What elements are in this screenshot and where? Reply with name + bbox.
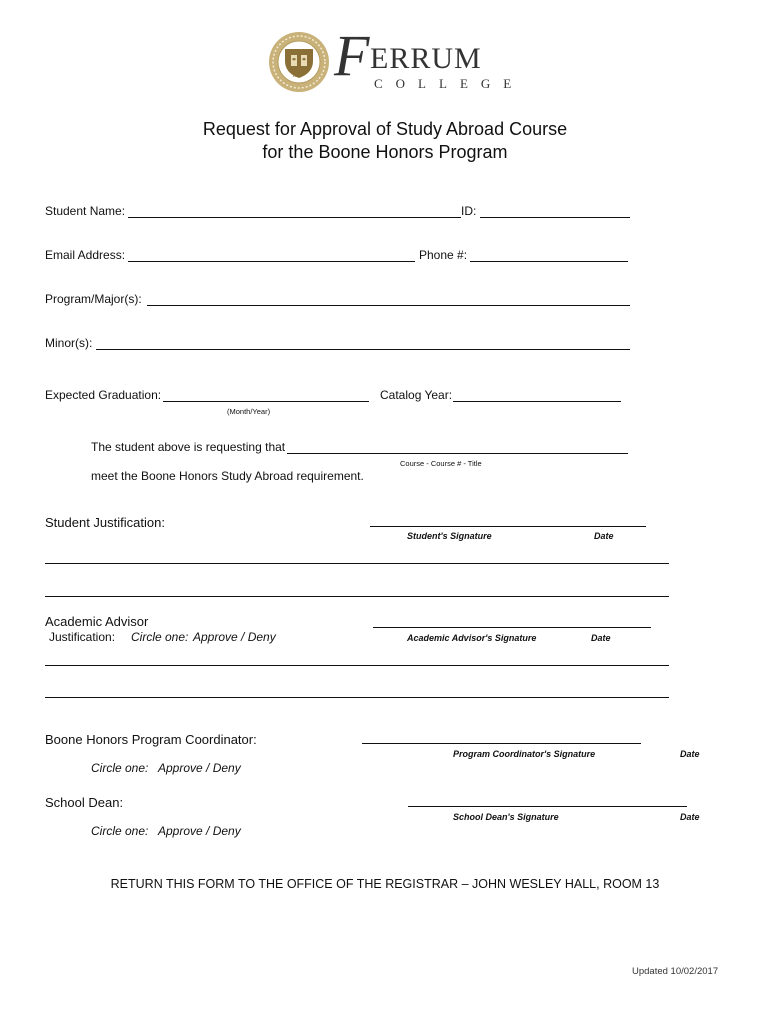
- email-label: Email Address:: [45, 248, 126, 262]
- expected-graduation-label: Expected Graduation:: [45, 388, 162, 402]
- form-title-line1: Request for Approval of Study Abroad Course: [202, 119, 568, 139]
- student-justification-line-2[interactable]: [45, 596, 669, 597]
- dean-signature-field[interactable]: [408, 806, 687, 807]
- minor-label: Minor(s):: [45, 336, 93, 350]
- advisor-date-caption: Date: [591, 633, 611, 643]
- dean-date-caption: Date: [680, 812, 700, 822]
- logo-initial: F: [334, 23, 370, 88]
- student-justification-line-1[interactable]: [45, 563, 669, 564]
- request-text-line1: The student above is requesting that: [91, 440, 286, 454]
- logo-college-word: COLLEGE: [374, 76, 525, 91]
- catalog-year-label: Catalog Year:: [380, 388, 453, 402]
- course-hint: Course - Course # - Title: [400, 459, 482, 468]
- program-field[interactable]: [147, 305, 630, 306]
- phone-field[interactable]: [470, 261, 628, 262]
- student-name-label: Student Name:: [45, 204, 126, 218]
- minor-field[interactable]: [96, 349, 630, 350]
- email-field[interactable]: [128, 261, 415, 262]
- catalog-year-field[interactable]: [453, 401, 621, 402]
- college-logo: [268, 23, 525, 98]
- student-justification-label: Student Justification:: [45, 515, 165, 530]
- advisor-signature-caption: Academic Advisor's Signature: [407, 633, 537, 643]
- month-year-hint: (Month/Year): [227, 407, 271, 416]
- course-field[interactable]: [287, 453, 628, 454]
- advisor-circle-one: Circle one:: [131, 630, 189, 644]
- coordinator-date-caption: Date: [680, 749, 700, 759]
- dean-signature-caption: School Dean's Signature: [453, 812, 559, 822]
- academic-advisor-label: Academic Advisor: [45, 614, 149, 629]
- coordinator-signature-caption: Program Coordinator's Signature: [453, 749, 596, 759]
- college-seal-icon: [268, 31, 330, 93]
- updated-date: Updated 10/02/2017: [632, 966, 719, 977]
- school-dean-label: School Dean:: [45, 795, 124, 810]
- coordinator-approve-deny[interactable]: Approve / Deny: [158, 761, 241, 775]
- advisor-justification-label: Justification:: [49, 630, 116, 644]
- id-field[interactable]: [480, 217, 630, 218]
- student-date-caption: Date: [594, 531, 614, 541]
- student-name-field[interactable]: [128, 217, 461, 218]
- phone-label: Phone #:: [419, 248, 468, 262]
- coordinator-circle-one: Circle one:: [91, 761, 149, 775]
- dean-circle-one: Circle one:: [91, 824, 149, 838]
- id-label: ID:: [461, 204, 477, 218]
- dean-approve-deny[interactable]: Approve / Deny: [158, 824, 241, 838]
- advisor-signature-field[interactable]: [373, 627, 651, 628]
- coordinator-signature-field[interactable]: [362, 743, 641, 744]
- return-instructions: RETURN THIS FORM TO THE OFFICE OF THE REGISTRAR – JOHN WESLEY HALL, ROOM 13: [110, 877, 660, 891]
- student-signature-field[interactable]: [370, 526, 646, 527]
- student-signature-caption: Student's Signature: [407, 531, 492, 541]
- advisor-justification-line-1[interactable]: [45, 665, 669, 666]
- seal-year: 1913: [292, 74, 302, 79]
- coordinator-label: Boone Honors Program Coordinator:: [45, 732, 257, 747]
- logo-name: ERRUM: [370, 42, 482, 75]
- program-label: Program/Major(s):: [45, 292, 142, 306]
- form-title-line2: for the Boone Honors Program: [262, 142, 508, 162]
- expected-graduation-field[interactable]: [163, 401, 369, 402]
- request-text-line2: meet the Boone Honors Study Abroad requirement.: [91, 469, 364, 483]
- advisor-justification-line-2[interactable]: [45, 697, 669, 698]
- advisor-approve-deny[interactable]: Approve / Deny: [193, 630, 276, 644]
